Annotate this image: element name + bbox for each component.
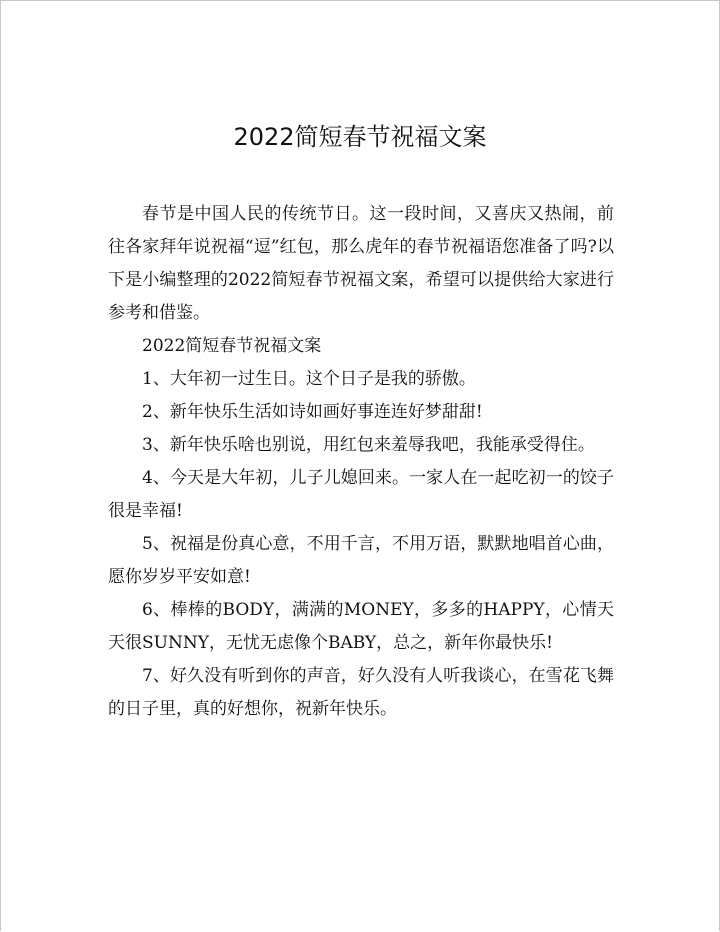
document-body — [108, 198, 614, 726]
wish-item-3: 3、新年快乐啥也别说，用红包来羞辱我吧，我能承受得住。 — [142, 435, 595, 455]
intro-paragraph: 春节是中国人民的传统节日。这一段时间，又喜庆又热闹，前往各家拜年说祝福“逗”红包，那么虎年的春节祝福语您准备了吗?以下是小编整理的2022简短春节祝福文案，希望可以提供给大家进行参考和借鉴。 — [108, 204, 614, 323]
section-heading: 2022简短春节祝福文案 — [142, 336, 322, 356]
wish-item-2: 2、新年快乐生活如诗如画好事连连好梦甜甜! — [142, 402, 483, 422]
wish-item-5: 5、祝福是份真心意，不用千言，不用万语，默默地唱首心曲，愿你岁岁平安如意! — [108, 534, 614, 587]
wish-item-4: 4、今天是大年初，儿子儿媳回来。一家人在一起吃初一的饺子很是幸福! — [108, 468, 614, 521]
wish-item-7: 7、好久没有听到你的声音，好久没有人听我谈心，在雪花飞舞的日子里，真的好想你，祝新年快乐。 — [108, 666, 614, 719]
wish-item-1: 1、大年初一过生日。这个日子是我的骄傲。 — [142, 369, 476, 389]
wish-item-6: 6、棒棒的BODY，满满的MONEY，多多的HAPPY，心情天天很SUNNY，无忧无虑像个BABY，总之，新年你最快乐! — [108, 600, 614, 653]
document-title: 2022简短春节祝福文案 — [233, 123, 487, 151]
